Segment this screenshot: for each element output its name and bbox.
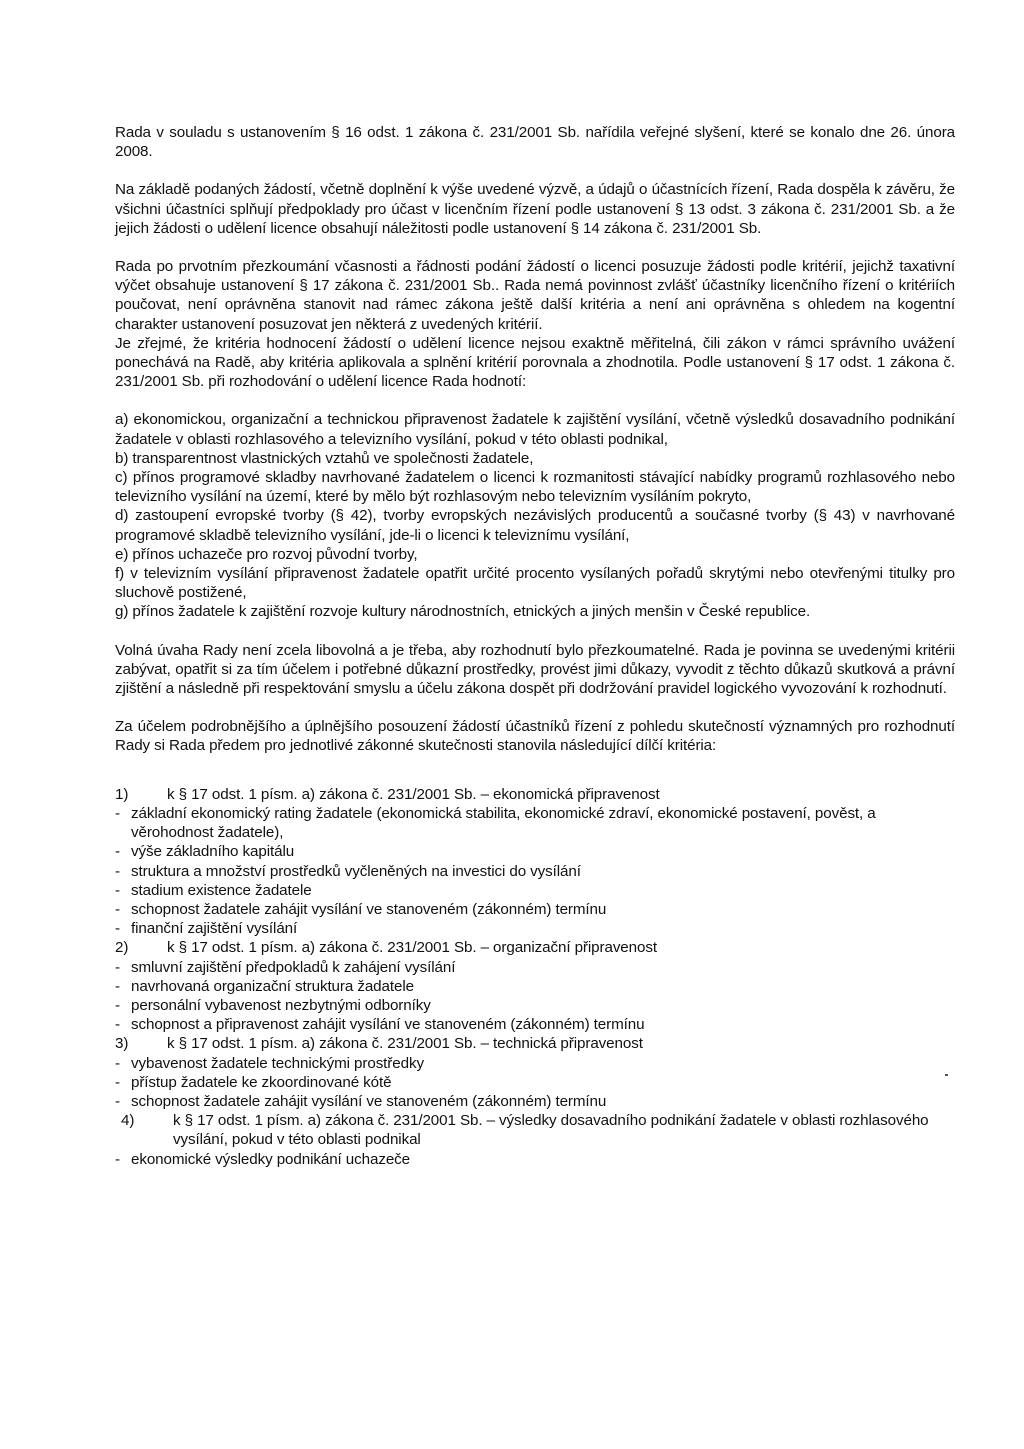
criterion-e: e) přínos uchazeče pro rozvoj původní tvorby, — [115, 545, 418, 563]
criteria-letter-list — [115, 410, 955, 621]
list-item: - ekonomické výsledky podnikání uchazeče — [115, 1150, 411, 1168]
subcriteria-heading-1 — [115, 785, 955, 804]
document-page — [115, 123, 955, 1169]
list-item: - schopnost a připravenost zahájit vysílání ve stanoveném (zákonném) termínu — [115, 1016, 645, 1034]
list-item: - navrhovaná organizační struktura žadatele — [115, 977, 414, 995]
subcriteria-number: 1) — [115, 785, 129, 803]
subcriteria-list — [115, 785, 955, 1169]
subcriteria-heading-4 — [115, 1111, 955, 1149]
criterion-d: d) zastoupení evropské tvorby (§ 42), tvorby evropských nezávislých producentů a současné tvorby (§ 43) v navrhované programové skladbě televizního vysílání, jde-li o licenci k televiznímu vysílání, — [115, 507, 955, 544]
criterion-c: c) přínos programové skladby navrhované žadatelem o licenci k rozmanitosti stávající nabídky programů rozhlasového nebo televizního vysílání na území, které by mělo být rozhlasovým nebo televizním vysíláním pokryto, — [115, 469, 955, 506]
subcriteria-number: 4) — [121, 1112, 135, 1130]
list-item: - přístup žadatele ke zkoordinované kótě — [115, 1073, 392, 1091]
subcriteria-title: k § 17 odst. 1 písm. a) zákona č. 231/2001 Sb. – výsledky dosavadního podnikání žadatele v oblasti rozhlasového vysílání, pokud v této oblasti podnikal — [173, 1112, 929, 1149]
criterion-b: b) transparentnost vlastnických vztahů ve společnosti žadatele, — [115, 449, 534, 467]
criterion-g: g) přínos žadatele k zajištění rozvoje kultury národnostních, etnických a jiných menšin v České republice. — [115, 603, 811, 621]
paragraph-criteria-assessment: Rada po prvotním přezkoumání včasnosti a řádnosti podání žádostí o licenci posuzuje žádosti podle kritérií, jejichž taxativní výčet obsahuje ustanovení § 17 zákona č. 231/2001 Sb.. Rada nemá povinnost zvlášť účastníky licenčního řízení o kritériích poučovat, není oprávněna stanovit nad rámec zákona ještě další kritéria a není ani oprávněna s ohledem na kogentní charakter ustanovení posuzovat jen některá z uvedených kritérií. — [115, 258, 955, 333]
list-item: - personální vybavenost nezbytnými odborníky — [115, 996, 431, 1014]
list-item: - schopnost žadatele zahájit vysílání ve stanoveném (zákonném) termínu — [115, 900, 607, 918]
paragraph-applicants-conditions: Na základě podaných žádostí, včetně doplnění k výše uvedené výzvě, a údajů o účastnících řízení, Rada dospěla k závěru, že všichni účastníci splňují předpoklady pro účast v licenčním řízení podle ustanovení § 13 odst. 3 zákona č. 231/2001 Sb. a že jejich žádosti o udělení licence obsahují náležitosti podle ustanovení § 14 zákona č. 231/2001 Sb. — [115, 181, 955, 237]
paragraph-criteria-measurability: Je zřejmé, že kritéria hodnocení žádostí o udělení licence nejsou exaktně měřitelná, čili zákon v rámci správního uvážení ponechává na Radě, aby kritéria aplikovala a splnění kritérií porovnala a zhodnotila. Podle ustanovení § 17 odst. 1 zákona č. 231/2001 Sb. při rozhodování o udělení licence Rada hodnotí: — [115, 334, 955, 391]
subcriteria-number: 2) — [115, 939, 129, 957]
subcriteria-heading-3 — [115, 1034, 955, 1053]
paragraph-public-hearing: Rada v souladu s ustanovením § 16 odst. 1 zákona č. 231/2001 Sb. nařídila veřejné slyšení, které se konalo dne 26. února 2008. — [115, 124, 955, 161]
list-item: - stadium existence žadatele — [115, 881, 312, 899]
subcriteria-number: 3) — [115, 1035, 129, 1053]
criterion-a: a) ekonomickou, organizační a technickou připravenost žadatele k zajištění vysílání, včetně výsledků dosavadního podnikání žadatele v oblasti rozhlasového a televizního vysílání, pokud v této oblasti podnikal, — [115, 411, 955, 448]
list-item: - schopnost žadatele zahájit vysílání ve stanoveném (zákonném) termínu — [115, 1092, 607, 1110]
list-item: - výše základního kapitálu — [115, 843, 295, 861]
subcriteria-title: k § 17 odst. 1 písm. a) zákona č. 231/2001 Sb. – ekonomická připravenost — [167, 785, 660, 803]
list-item: - vybavenost žadatele technickými prostředky — [115, 1054, 424, 1072]
paragraph-discretion: Volná úvaha Rady není zcela libovolná a je třeba, aby rozhodnutí bylo přezkoumatelné. Rada je povinna se uvedenými kritérii zabývat, opatřit si za tím účelem i potřebné důkazní prostředky, provést jimi důkazy, vyvodit z těchto důkazů skutková a právní zjištění a následně při respektování smyslu a účelu zákona dospět při dodržování pravidel logického vyvozování k rozhodnutí. — [115, 641, 955, 698]
subcriteria-title: k § 17 odst. 1 písm. a) zákona č. 231/2001 Sb. – technická připravenost — [167, 1035, 643, 1053]
subcriteria-title: k § 17 odst. 1 písm. a) zákona č. 231/2001 Sb. – organizační připravenost — [167, 939, 657, 957]
paragraph-subcriteria-intro: Za účelem podrobnějšího a úplnějšího posouzení žádostí účastníků řízení z pohledu skutečností významných pro rozhodnutí Rady si Rada předem pro jednotlivé zákonné skutečnosti stanovila následující dílčí kritéria: — [115, 718, 955, 755]
subcriteria-heading-2 — [115, 938, 955, 957]
list-item: - finanční zajištění vysílání — [115, 920, 298, 938]
list-item: - smluvní zajištění předpokladů k zahájení vysílání — [115, 958, 456, 976]
criterion-f: f) v televizním vysílání připravenost žadatele opatřit určité procento vysílaných pořadů skrytými nebo otevřenými titulky pro sluchově postižené, — [115, 565, 955, 602]
list-item: - struktura a množství prostředků vyčleněných na investici do vysílání — [115, 862, 581, 880]
list-item: - základní ekonomický rating žadatele (ekonomická stabilita, ekonomické zdraví, ekonomické postavení, pověst, a věrohodnost žadatele), — [115, 804, 876, 842]
